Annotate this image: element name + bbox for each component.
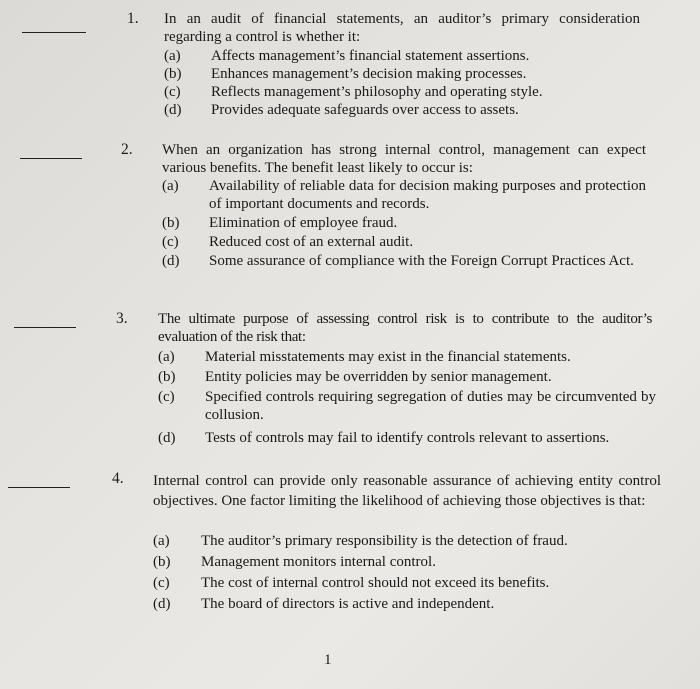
option-label: (d) bbox=[162, 253, 180, 269]
option-text: Specified controls requiring segregation of duties may be circumvented by collusion. bbox=[205, 389, 656, 423]
option-text: Reduced cost of an external audit. bbox=[209, 234, 414, 250]
option-label: (c) bbox=[162, 234, 179, 250]
page-number: 1 bbox=[324, 652, 332, 668]
option-label: (a) bbox=[162, 178, 179, 194]
answer-blank-1[interactable] bbox=[22, 32, 86, 33]
question-stem: Internal control can provide only reasonable assurance of achieving entity control objectives. One factor limiting the likelihood of achieving those objectives is that: bbox=[153, 473, 661, 509]
option-label: (a) bbox=[158, 349, 175, 365]
option-text: Entity policies may be overridden by senior management. bbox=[205, 369, 552, 385]
option-label: (b) bbox=[162, 215, 180, 231]
option-label: (c) bbox=[164, 84, 181, 100]
option-text: Some assurance of compliance with the Foreign Corrupt Practices Act. bbox=[209, 253, 634, 269]
question-stem: The ultimate purpose of assessing control risk is to contribute to the auditor’s evaluation of the risk that: bbox=[158, 311, 652, 345]
option-text: Provides adequate safeguards over access to assets. bbox=[211, 102, 519, 118]
question-number: 3. bbox=[116, 310, 128, 327]
option-label: (d) bbox=[164, 102, 182, 118]
option-text: Management monitors internal control. bbox=[201, 554, 436, 570]
option-label: (c) bbox=[153, 575, 170, 591]
question-number: 2. bbox=[121, 141, 133, 158]
option-label: (b) bbox=[153, 554, 171, 570]
option-text: Material misstatements may exist in the financial statements. bbox=[205, 349, 571, 365]
answer-blank-3[interactable] bbox=[14, 327, 76, 328]
question-number: 1. bbox=[127, 10, 139, 27]
question-stem: When an organization has strong internal control, management can expect various benefits. The benefit least likely to occur is: bbox=[162, 142, 646, 176]
option-text: Affects management’s financial statement assertions. bbox=[211, 48, 530, 64]
option-text: Elimination of employee fraud. bbox=[209, 215, 398, 231]
option-label: (b) bbox=[158, 369, 176, 385]
option-text: Reflects management’s philosophy and operating style. bbox=[211, 84, 543, 100]
answer-blank-4[interactable] bbox=[8, 487, 70, 488]
option-text: Enhances management’s decision making processes. bbox=[211, 66, 527, 82]
option-label: (d) bbox=[158, 430, 176, 446]
option-text: The auditor’s primary responsibility is the detection of fraud. bbox=[201, 533, 568, 549]
question-number: 4. bbox=[112, 470, 124, 487]
question-stem: In an audit of financial statements, an auditor’s primary consideration regarding a control is whether it: bbox=[164, 11, 640, 45]
option-text: The board of directors is active and independent. bbox=[201, 596, 495, 612]
option-label: (c) bbox=[158, 389, 175, 405]
option-label: (a) bbox=[153, 533, 170, 549]
answer-blank-2[interactable] bbox=[20, 158, 82, 159]
option-text: Availability of reliable data for decision making purposes and protection of important documents and records. bbox=[209, 178, 646, 212]
option-label: (a) bbox=[164, 48, 181, 64]
option-label: (d) bbox=[153, 596, 171, 612]
option-text: Tests of controls may fail to identify controls relevant to assertions. bbox=[205, 430, 610, 446]
option-text: The cost of internal control should not exceed its benefits. bbox=[201, 575, 550, 591]
option-label: (b) bbox=[164, 66, 182, 82]
